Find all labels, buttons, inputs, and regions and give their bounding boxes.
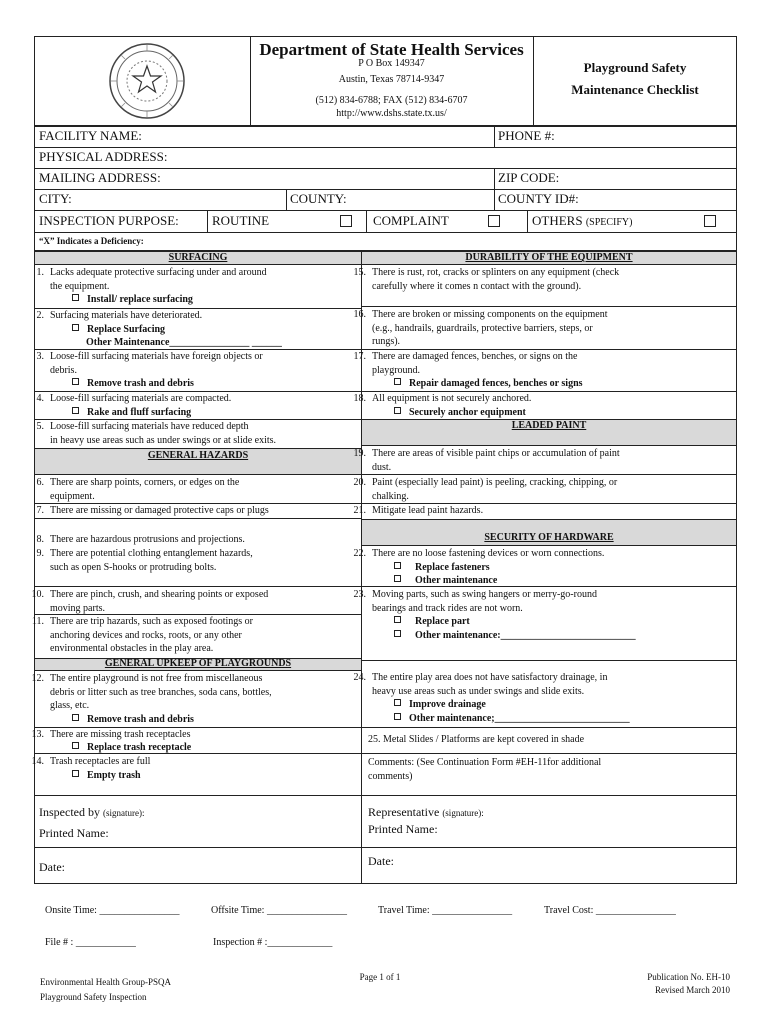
city-label: CITY: (39, 191, 72, 206)
agency-phone: (512) 834-6788; FAX (512) 834-6707 (315, 95, 468, 106)
checkbox-icon (72, 378, 79, 385)
checkbox-icon (394, 699, 401, 706)
revised-date: Revised March 2010 (655, 985, 730, 995)
agency-address1: P O Box 149347 (358, 58, 425, 69)
date-left[interactable]: Date: (39, 860, 65, 874)
section-general-hazards: GENERAL HAZARDS (147, 450, 249, 461)
footer-left-line2: Playground Safety Inspection (40, 992, 147, 1002)
others-checkbox[interactable] (704, 215, 716, 227)
travel-time-field[interactable]: Travel Time: ________________ (378, 905, 513, 916)
section-leaded-paint: LEADED PAINT (511, 420, 587, 431)
checkbox-icon (72, 770, 79, 777)
others-label: OTHERS (SPECIFY) (532, 213, 633, 228)
offsite-time-field[interactable]: Offsite Time: ________________ (211, 905, 347, 916)
checkbox-icon (394, 575, 401, 582)
agency-url: http://www.dshs.state.tx.us/ (336, 108, 447, 119)
complaint-checkbox[interactable] (488, 215, 500, 227)
checkbox-icon (394, 378, 401, 385)
form-title-line1: Playground Safety (583, 60, 687, 75)
physical-address-label: PHYSICAL ADDRESS: (39, 149, 168, 164)
checkbox-icon (394, 562, 401, 569)
phone-label: PHONE #: (498, 128, 555, 143)
deficiency-note: “X” Indicates a Deficiency: (39, 236, 144, 246)
agency-name: Department of State Health Services (259, 40, 524, 59)
section-surfacing: SURFACING (168, 252, 228, 263)
checkbox-icon (394, 407, 401, 414)
checkbox-icon (72, 294, 79, 301)
inspection-purpose-label: INSPECTION PURPOSE: (39, 213, 179, 228)
checkbox-icon (72, 407, 79, 414)
inspection-number-field[interactable]: Inspection # :_____________ (213, 937, 333, 948)
checkbox-icon (72, 742, 79, 749)
county-id-label: COUNTY ID#: (498, 191, 579, 206)
agency-address2: Austin, Texas 78714-9347 (338, 74, 445, 85)
routine-checkbox[interactable] (340, 215, 352, 227)
section-durability: DURABILITY OF THE EQUIPMENT (465, 252, 633, 263)
county-label: COUNTY: (290, 191, 347, 206)
footer-left-line1: Environmental Health Group-PSQA (40, 977, 171, 987)
texas-seal-logo (108, 42, 186, 120)
printed-name-left[interactable]: Printed Name: (39, 826, 109, 840)
facility-name-label: FACILITY NAME: (39, 128, 142, 143)
checkbox-icon (394, 630, 401, 637)
inspected-by-label[interactable]: Inspected by (signature): (39, 805, 145, 819)
representative-label[interactable]: Representative (signature): (368, 805, 484, 819)
form-title-line2: Maintenance Checklist (571, 82, 699, 97)
section-upkeep: GENERAL UPKEEP OF PLAYGROUNDS (104, 658, 292, 669)
zip-code-label: ZIP CODE: (498, 170, 560, 185)
section-security: SECURITY OF HARDWARE (484, 532, 614, 543)
complaint-label: COMPLAINT (373, 213, 449, 228)
mailing-address-label: MAILING ADDRESS: (39, 170, 161, 185)
routine-label: ROUTINE (212, 213, 270, 228)
onsite-time-field[interactable]: Onsite Time: ________________ (45, 905, 180, 916)
travel-cost-field[interactable]: Travel Cost: ________________ (544, 905, 676, 916)
page-number: Page 1 of 1 (359, 972, 401, 982)
publication-number: Publication No. EH-10 (647, 972, 730, 982)
checkbox-icon (72, 714, 79, 721)
checkbox-icon (394, 713, 401, 720)
checkbox-icon (394, 616, 401, 623)
date-right[interactable]: Date: (368, 854, 394, 868)
printed-name-right[interactable]: Printed Name: (368, 822, 438, 836)
file-number-field[interactable]: File # : ____________ (45, 937, 136, 948)
checkbox-icon (72, 324, 79, 331)
